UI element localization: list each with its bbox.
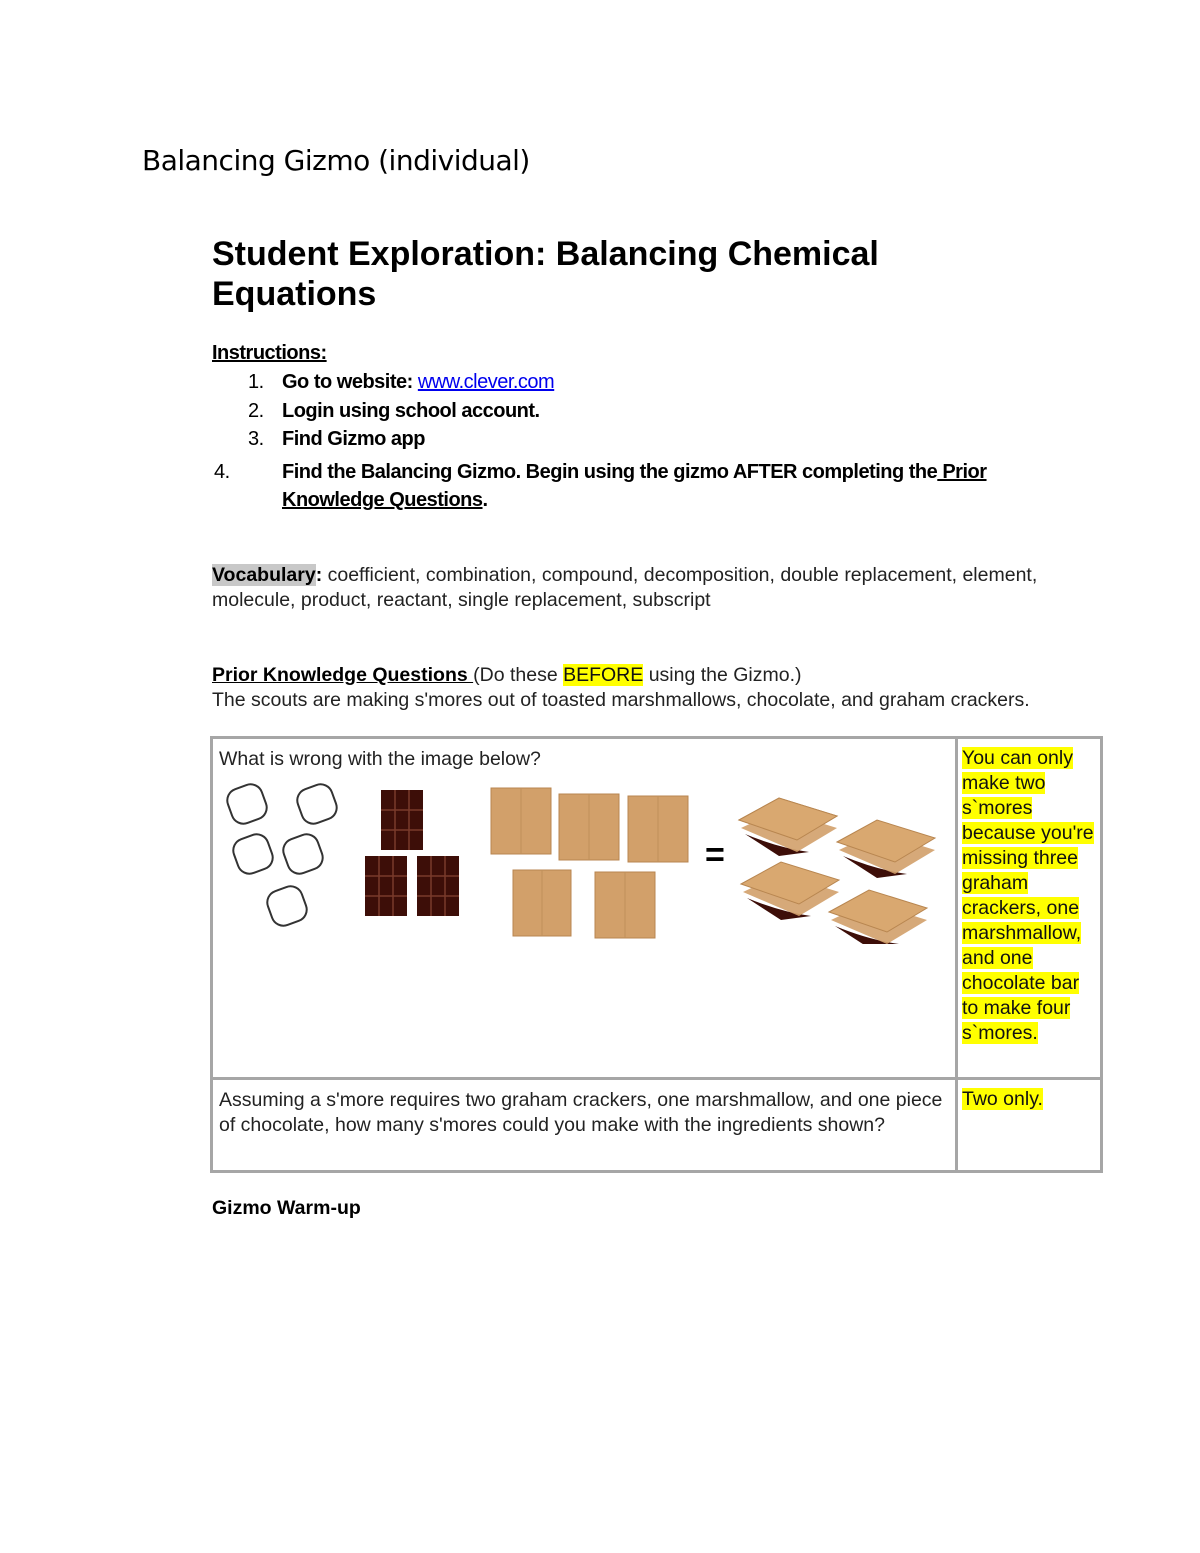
question-cell — [212, 1079, 957, 1172]
answer-cell[interactable] — [957, 1079, 1102, 1172]
question-text: Assuming a s'more requires two graham crackers, one marshmallow, and one piece of chocolate, how many s'mores could you make with the ingredients shown? — [219, 1089, 943, 1136]
question-cell — [212, 738, 957, 1079]
prior-knowledge — [212, 663, 1092, 713]
item-text: Login using school account. — [282, 400, 540, 422]
vocabulary-terms: coefficient, combination, compound, decomposition, double replacement, element, molecule, product, reactant, single replacement, subscript — [212, 564, 1038, 611]
answer-cell[interactable] — [957, 738, 1102, 1079]
item-number: 3. — [248, 428, 264, 450]
table-row — [212, 738, 1102, 1079]
table-row — [212, 1079, 1102, 1172]
colon: : — [315, 564, 323, 586]
item-number: 2. — [248, 400, 264, 422]
questions-table — [210, 736, 1103, 1173]
item-text: Go to website: — [282, 371, 418, 393]
answer-text: Two only. — [962, 1088, 1043, 1110]
warmup-heading: Gizmo Warm-up — [212, 1197, 361, 1219]
answer-text: You can only make two s`mores because you're missing three graham crackers, one marshmallow, and one chocolate bar to make four s`mores. — [962, 747, 1094, 1044]
equals-sign: = — [705, 836, 725, 874]
item-number: 4. — [214, 461, 230, 483]
note: using the Gizmo.) — [643, 664, 802, 686]
instructions-label: Instructions: — [212, 342, 327, 364]
instruction-item-3 — [248, 428, 425, 451]
prior-knowledge-ref: Prior Knowledge Questions — [282, 461, 987, 511]
intro-text: The scouts are making s'mores out of toasted marshmallows, chocolate, and graham crackers. — [212, 689, 1030, 711]
clever-link[interactable]: www.clever.com — [417, 371, 555, 393]
item-number: 1. — [248, 371, 264, 393]
item-text: Find the Balancing Gizmo. Begin using the gizmo AFTER completing the — [282, 461, 938, 483]
smores-icon — [739, 798, 935, 944]
item-text: Find Gizmo app — [282, 428, 425, 450]
document-title: Balancing Gizmo (individual) — [142, 144, 530, 177]
main-title: Student Exploration: Balancing Chemical Equations — [212, 235, 879, 313]
question-text: What is wrong with the image below? — [219, 748, 541, 770]
instruction-item-1 — [248, 371, 554, 394]
graham-crackers-icon — [491, 788, 688, 938]
prior-knowledge-heading: Prior Knowledge Questions — [212, 664, 474, 686]
period: . — [482, 489, 488, 511]
vocabulary-label: Vocabulary — [212, 564, 316, 586]
smores-illustration — [219, 774, 949, 944]
note: (Do these — [473, 664, 564, 686]
instruction-item-4 — [214, 458, 1072, 514]
before-highlight: BEFORE — [563, 664, 644, 686]
marshmallows-icon — [224, 781, 340, 929]
vocabulary — [212, 563, 1072, 613]
chocolate-bars-icon — [365, 790, 459, 916]
instruction-item-2 — [248, 400, 540, 423]
